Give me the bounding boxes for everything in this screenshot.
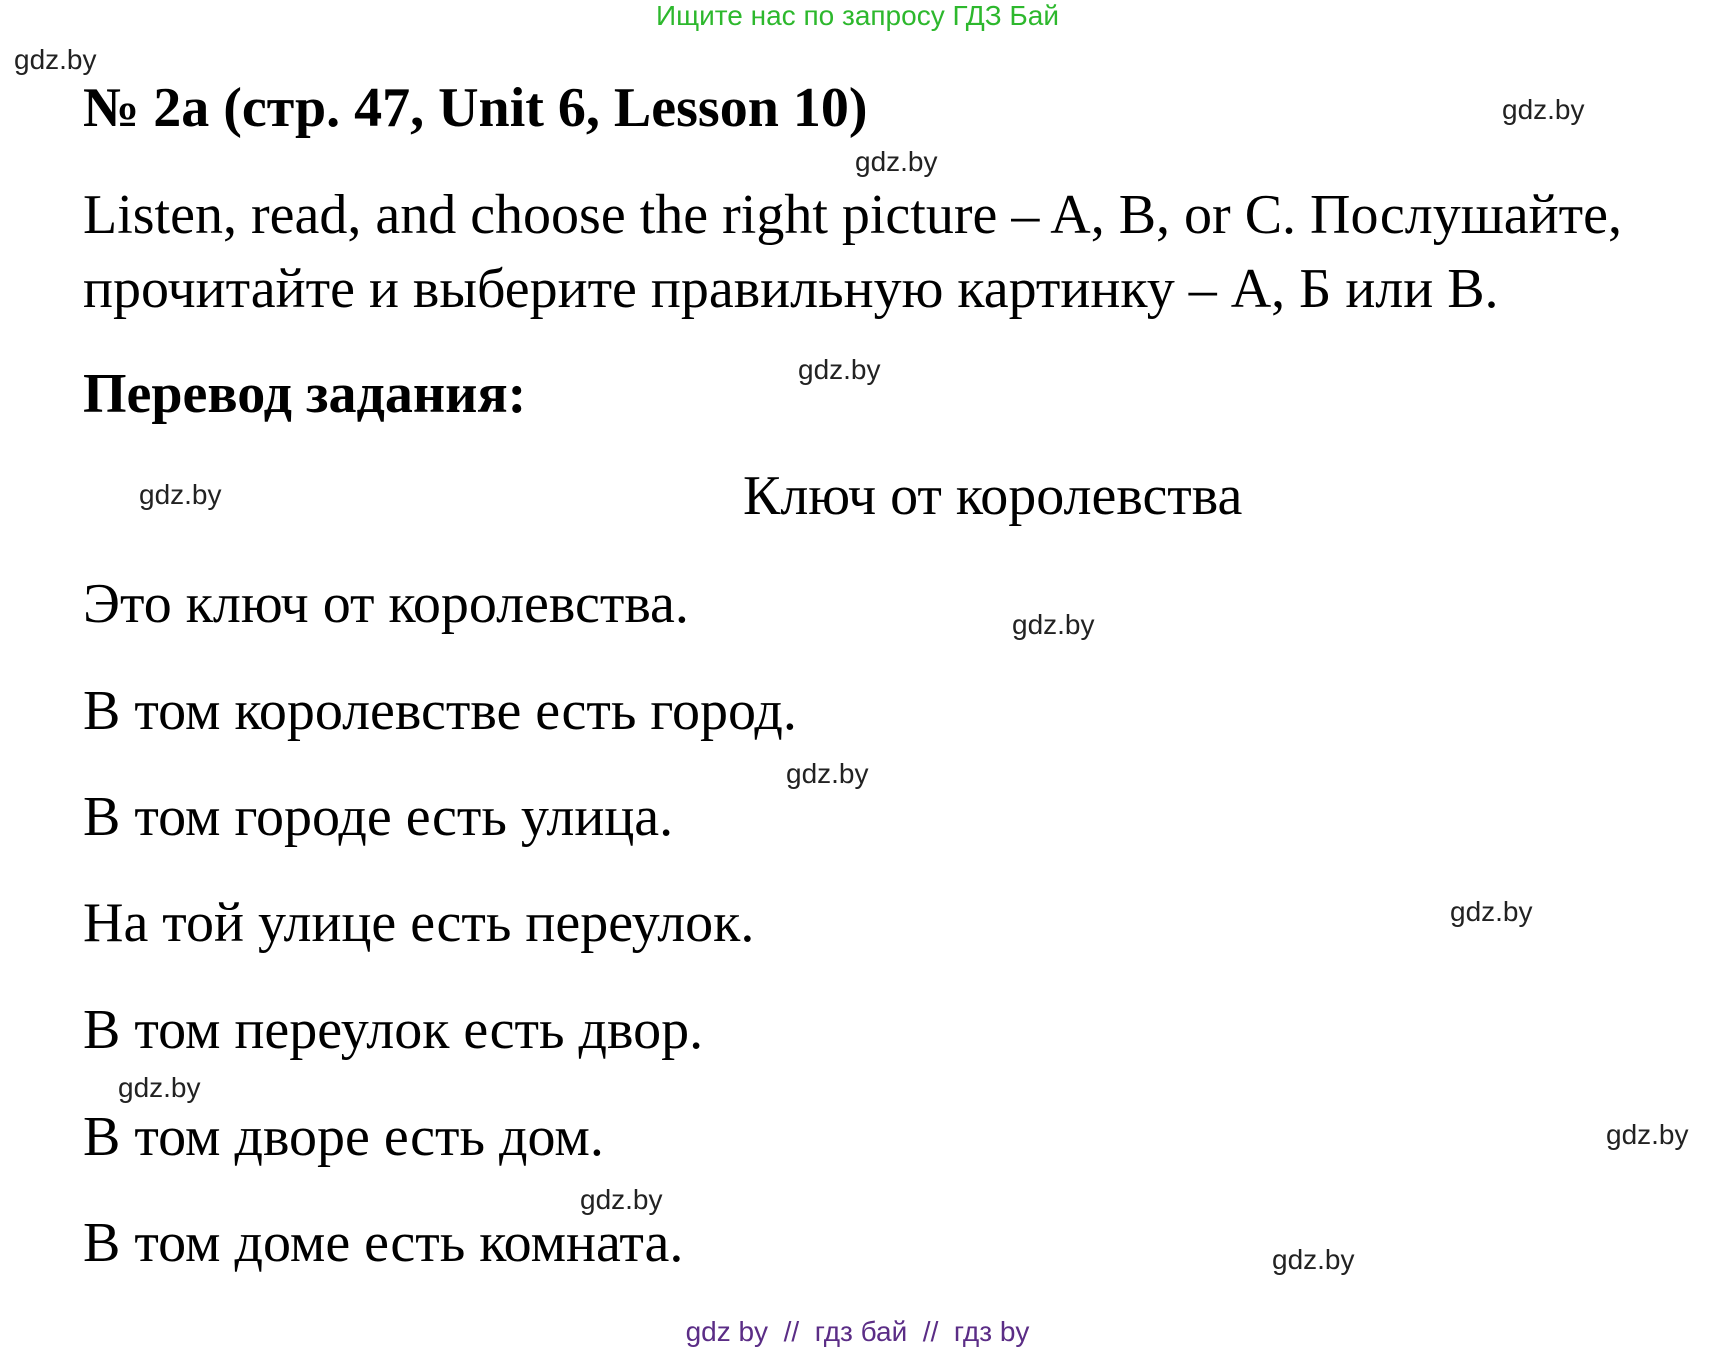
- footer-links: gdz by // гдз бай // гдз by: [685, 1316, 1030, 1347]
- watermark: gdz.by: [1502, 94, 1585, 125]
- watermark: gdz.by: [798, 354, 881, 385]
- poem-line: В том городе есть улица.: [83, 786, 674, 848]
- top-banner: Ищите нас по запросу ГДЗ Бай: [655, 0, 1060, 31]
- watermark: gdz.by: [1450, 896, 1533, 927]
- watermark: gdz.by: [118, 1072, 201, 1103]
- poem-line: В том переулок есть двор.: [83, 999, 704, 1061]
- watermark: gdz.by: [855, 146, 938, 177]
- watermark: gdz.by: [786, 758, 869, 789]
- instruction-text: [83, 178, 1713, 326]
- watermark: gdz.by: [1272, 1244, 1355, 1275]
- instruction-line: прочитайте и выберите правильную картинку – А, Б или В.: [83, 258, 1499, 320]
- instruction-line: Listen, read, and choose the right picture – A, B, or C. Послушайте,: [83, 184, 1622, 246]
- watermark: gdz.by: [14, 44, 97, 75]
- poem-line: В том королевстве есть город.: [83, 680, 797, 742]
- poem-line: В том доме есть комната.: [83, 1212, 684, 1274]
- watermark: gdz.by: [580, 1184, 663, 1215]
- poem-line: На той улице есть переулок.: [83, 892, 755, 954]
- translation-heading: Перевод задания:: [83, 363, 527, 425]
- watermark: gdz.by: [1606, 1119, 1689, 1150]
- watermark: gdz.by: [139, 479, 222, 510]
- poem-line: Это ключ от королевства.: [83, 573, 689, 635]
- poem-line: В том дворе есть дом.: [83, 1106, 604, 1168]
- watermark: gdz.by: [1012, 609, 1095, 640]
- poem-title: Ключ от королевства: [743, 465, 1243, 527]
- exercise-heading: № 2a (стр. 47, Unit 6, Lesson 10): [83, 77, 868, 139]
